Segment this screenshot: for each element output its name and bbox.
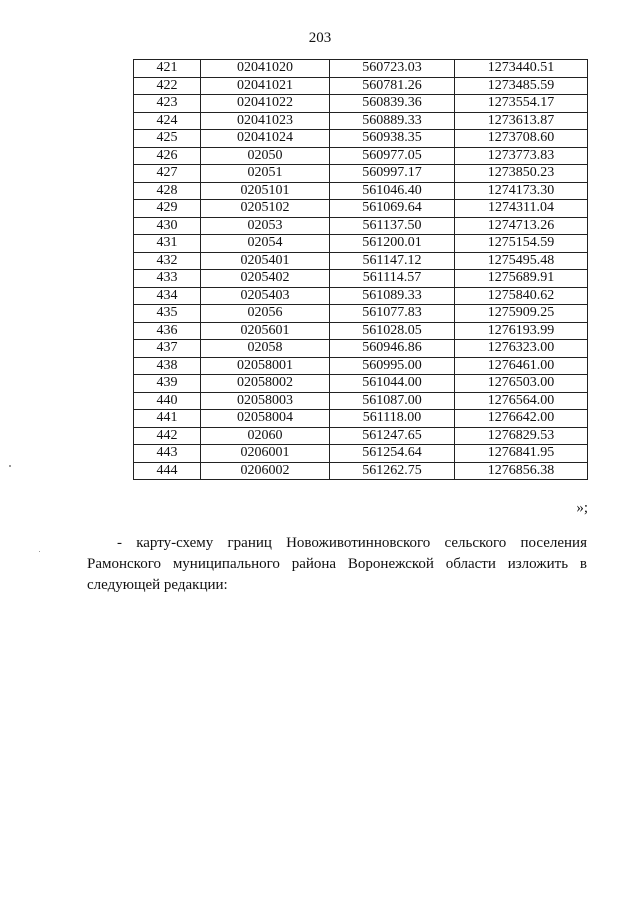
table-row: [134, 357, 588, 375]
x-coordinate-cell: 561247.65: [330, 427, 455, 445]
y-coordinate-cell: 1273708.60: [455, 130, 588, 148]
table-row: [134, 200, 588, 218]
x-coordinate-cell: 560889.33: [330, 112, 455, 130]
point-code-cell: 02058: [201, 340, 330, 358]
point-number-cell: 432: [134, 252, 201, 270]
point-number-cell: 426: [134, 147, 201, 165]
y-coordinate-cell: 1274311.04: [455, 200, 588, 218]
point-number-cell: 433: [134, 270, 201, 288]
point-code-cell: 0205101: [201, 182, 330, 200]
table-row: [134, 217, 588, 235]
point-code-cell: 02041021: [201, 77, 330, 95]
point-code-cell: 02041023: [201, 112, 330, 130]
x-coordinate-cell: 561118.00: [330, 410, 455, 428]
table-row: [134, 375, 588, 393]
point-code-cell: 0205601: [201, 322, 330, 340]
point-code-cell: 02053: [201, 217, 330, 235]
point-code-cell: 02060: [201, 427, 330, 445]
x-coordinate-cell: 561089.33: [330, 287, 455, 305]
page-number: 203: [308, 30, 332, 46]
point-number-cell: 421: [134, 60, 201, 78]
table-row: [134, 235, 588, 253]
table-row: [134, 305, 588, 323]
table-row: [134, 147, 588, 165]
x-coordinate-cell: 561077.83: [330, 305, 455, 323]
point-number-cell: 441: [134, 410, 201, 428]
point-number-cell: 429: [134, 200, 201, 218]
point-code-cell: 02058003: [201, 392, 330, 410]
y-coordinate-cell: 1273613.87: [455, 112, 588, 130]
point-code-cell: 02056: [201, 305, 330, 323]
point-code-cell: 0206002: [201, 462, 330, 480]
point-number-cell: 427: [134, 165, 201, 183]
y-coordinate-cell: 1276564.00: [455, 392, 588, 410]
point-number-cell: 435: [134, 305, 201, 323]
x-coordinate-cell: 561200.01: [330, 235, 455, 253]
point-number-cell: 422: [134, 77, 201, 95]
point-number-cell: 440: [134, 392, 201, 410]
table-row: [134, 77, 588, 95]
coordinates-table: [133, 59, 588, 480]
x-coordinate-cell: 561069.64: [330, 200, 455, 218]
table-row: [134, 112, 588, 130]
point-number-cell: 424: [134, 112, 201, 130]
y-coordinate-cell: 1275840.62: [455, 287, 588, 305]
body-paragraph: - карту-схему границ Новоживотинновского сельского поселения Рамонского муниципального района Воронежской области изложить в следующей редакции:: [87, 535, 587, 593]
point-number-cell: 423: [134, 95, 201, 113]
point-number-cell: 434: [134, 287, 201, 305]
y-coordinate-cell: 1276856.38: [455, 462, 588, 480]
y-coordinate-cell: 1274713.26: [455, 217, 588, 235]
point-code-cell: 0205403: [201, 287, 330, 305]
x-coordinate-cell: 561087.00: [330, 392, 455, 410]
y-coordinate-cell: 1276323.00: [455, 340, 588, 358]
x-coordinate-cell: 561028.05: [330, 322, 455, 340]
point-number-cell: 444: [134, 462, 201, 480]
table-row: [134, 427, 588, 445]
table-row: [134, 340, 588, 358]
point-code-cell: 02058002: [201, 375, 330, 393]
table-row: [134, 270, 588, 288]
point-code-cell: 02041024: [201, 130, 330, 148]
point-code-cell: 02058004: [201, 410, 330, 428]
table-row: [134, 445, 588, 463]
point-code-cell: 02041020: [201, 60, 330, 78]
point-number-cell: 442: [134, 427, 201, 445]
point-number-cell: 431: [134, 235, 201, 253]
x-coordinate-cell: 560997.17: [330, 165, 455, 183]
x-coordinate-cell: 561046.40: [330, 182, 455, 200]
y-coordinate-cell: 1273554.17: [455, 95, 588, 113]
point-number-cell: 425: [134, 130, 201, 148]
y-coordinate-cell: 1276642.00: [455, 410, 588, 428]
table-row: [134, 410, 588, 428]
y-coordinate-cell: 1276829.53: [455, 427, 588, 445]
table-row: [134, 60, 588, 78]
table-row: [134, 322, 588, 340]
point-number-cell: 437: [134, 340, 201, 358]
y-coordinate-cell: 1273773.83: [455, 147, 588, 165]
point-code-cell: 02041022: [201, 95, 330, 113]
point-number-cell: 439: [134, 375, 201, 393]
table-row: [134, 252, 588, 270]
point-code-cell: 02058001: [201, 357, 330, 375]
y-coordinate-cell: 1275909.25: [455, 305, 588, 323]
point-code-cell: 0206001: [201, 445, 330, 463]
table-row: [134, 95, 588, 113]
y-coordinate-cell: 1274173.30: [455, 182, 588, 200]
scan-speck: [39, 551, 40, 552]
table-row: [134, 165, 588, 183]
x-coordinate-cell: 561147.12: [330, 252, 455, 270]
y-coordinate-cell: 1276193.99: [455, 322, 588, 340]
y-coordinate-cell: 1275495.48: [455, 252, 588, 270]
y-coordinate-cell: 1273440.51: [455, 60, 588, 78]
point-code-cell: 0205402: [201, 270, 330, 288]
table-row: [134, 287, 588, 305]
x-coordinate-cell: 560995.00: [330, 357, 455, 375]
x-coordinate-cell: 560946.86: [330, 340, 455, 358]
point-code-cell: 0205102: [201, 200, 330, 218]
x-coordinate-cell: 561137.50: [330, 217, 455, 235]
y-coordinate-cell: 1276461.00: [455, 357, 588, 375]
point-code-cell: 02054: [201, 235, 330, 253]
table-row: [134, 392, 588, 410]
point-code-cell: 02050: [201, 147, 330, 165]
x-coordinate-cell: 560781.26: [330, 77, 455, 95]
y-coordinate-cell: 1275154.59: [455, 235, 588, 253]
point-number-cell: 428: [134, 182, 201, 200]
y-coordinate-cell: 1275689.91: [455, 270, 588, 288]
x-coordinate-cell: 560839.36: [330, 95, 455, 113]
x-coordinate-cell: 560723.03: [330, 60, 455, 78]
point-number-cell: 438: [134, 357, 201, 375]
x-coordinate-cell: 561044.00: [330, 375, 455, 393]
y-coordinate-cell: 1276503.00: [455, 375, 588, 393]
point-code-cell: 0205401: [201, 252, 330, 270]
y-coordinate-cell: 1273485.59: [455, 77, 588, 95]
x-coordinate-cell: 561114.57: [330, 270, 455, 288]
point-number-cell: 443: [134, 445, 201, 463]
x-coordinate-cell: 561254.64: [330, 445, 455, 463]
x-coordinate-cell: 560938.35: [330, 130, 455, 148]
x-coordinate-cell: 560977.05: [330, 147, 455, 165]
point-number-cell: 430: [134, 217, 201, 235]
point-number-cell: 436: [134, 322, 201, 340]
x-coordinate-cell: 561262.75: [330, 462, 455, 480]
y-coordinate-cell: 1273850.23: [455, 165, 588, 183]
table-row: [134, 182, 588, 200]
point-code-cell: 02051: [201, 165, 330, 183]
coordinates-table-body: [134, 60, 588, 480]
closing-quote: »;: [576, 500, 588, 516]
table-row: [134, 462, 588, 480]
y-coordinate-cell: 1276841.95: [455, 445, 588, 463]
scan-speck: [9, 465, 11, 467]
table-row: [134, 130, 588, 148]
